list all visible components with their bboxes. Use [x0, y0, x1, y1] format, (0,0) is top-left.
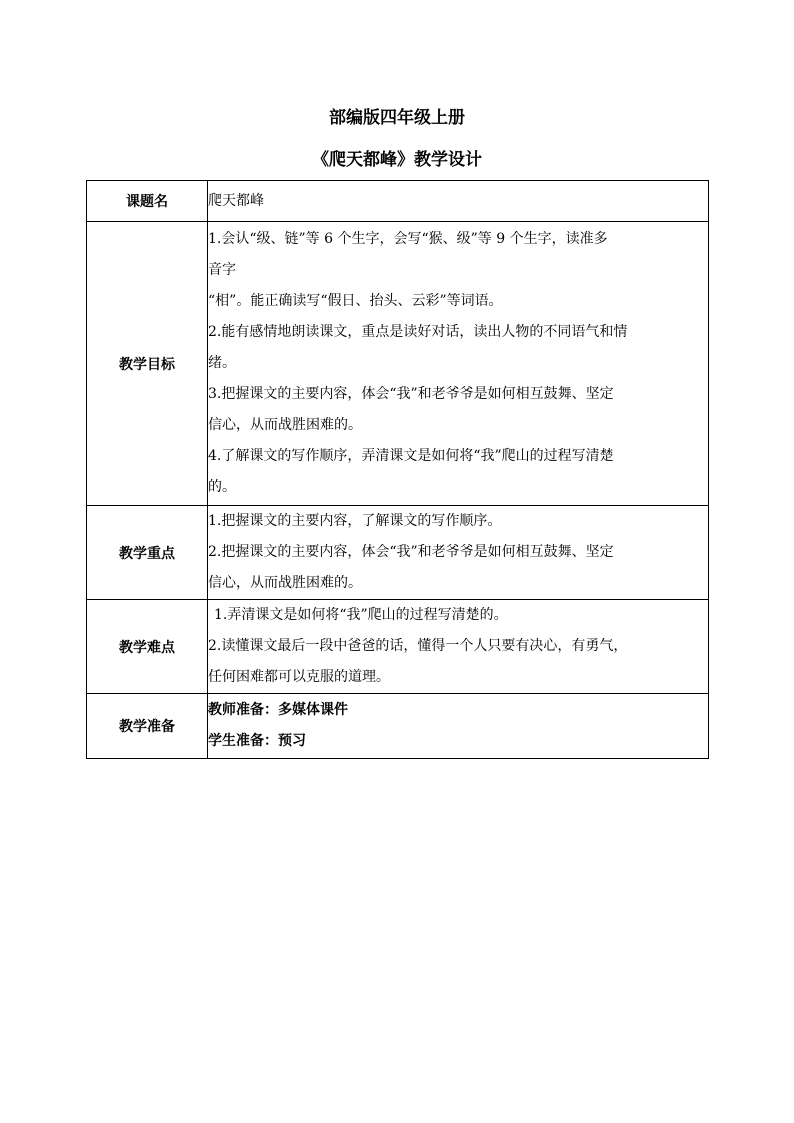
key-points-line: 2.把握课文的主要内容，体会“我”和老爷爷是如何相互鼓舞、坚定 [208, 544, 614, 560]
key-points-line: 1.把握课文的主要内容，了解课文的写作顺序。 [208, 513, 502, 529]
difficulties-line: 1.弄清课文是如何将“我”爬山的过程写清楚的。 [214, 607, 508, 623]
goals-line: 1.会认“级、链”等 6 个生字，会写“猴、级”等 9 个生字，读准多 [208, 231, 608, 247]
goals-content [208, 222, 709, 506]
difficulties-content [208, 600, 709, 694]
preparation-line: 教师准备：多媒体课件 [208, 702, 348, 718]
page-title: 部编版四年级上册 [329, 108, 465, 128]
goals-line: 绪。 [208, 355, 236, 371]
goals-line: 信心，从而战胜困难的。 [208, 417, 362, 433]
topic-value [208, 181, 709, 222]
goals-line: “相”。能正确读写“假日、抬头、云彩”等词语。 [208, 293, 503, 309]
goals-line: 4.了解课文的写作顺序，弄清课文是如何将“我”爬山的过程写清楚 [208, 448, 614, 464]
table-row-key-points [87, 506, 709, 600]
difficulties-line: 任何困难都可以克服的道理。 [208, 669, 390, 685]
table-row-preparation [87, 694, 709, 759]
preparation-label: 教学准备 [87, 694, 208, 759]
goals-line: 2.能有感情地朗读课文，重点是读好对话，读出人物的不同语气和情 [208, 324, 628, 340]
topic-value-text: 爬天都峰 [208, 192, 264, 209]
preparation-line: 学生准备：预习 [208, 733, 306, 749]
table-row-topic [87, 181, 709, 222]
difficulties-line: 2.读懂课文最后一段中爸爸的话，懂得一个人只要有决心，有勇气， [208, 638, 628, 654]
lesson-plan-table [86, 180, 709, 759]
goals-line: 音字 [208, 262, 236, 278]
key-points-content [208, 506, 709, 600]
key-points-label: 教学重点 [87, 506, 208, 600]
topic-label: 课题名 [87, 181, 208, 222]
goals-line: 的。 [208, 479, 236, 495]
page-subtitle: 《爬天都峰》教学设计 [312, 150, 482, 170]
goals-line: 3.把握课文的主要内容，体会“我”和老爷爷是如何相互鼓舞、坚定 [208, 386, 614, 402]
difficulties-label: 教学难点 [87, 600, 208, 694]
key-points-line: 信心，从而战胜困难的。 [208, 575, 362, 591]
goals-label: 教学目标 [87, 222, 208, 506]
table-row-difficulties [87, 600, 709, 694]
table-row-goals [87, 222, 709, 506]
preparation-content [208, 694, 709, 759]
